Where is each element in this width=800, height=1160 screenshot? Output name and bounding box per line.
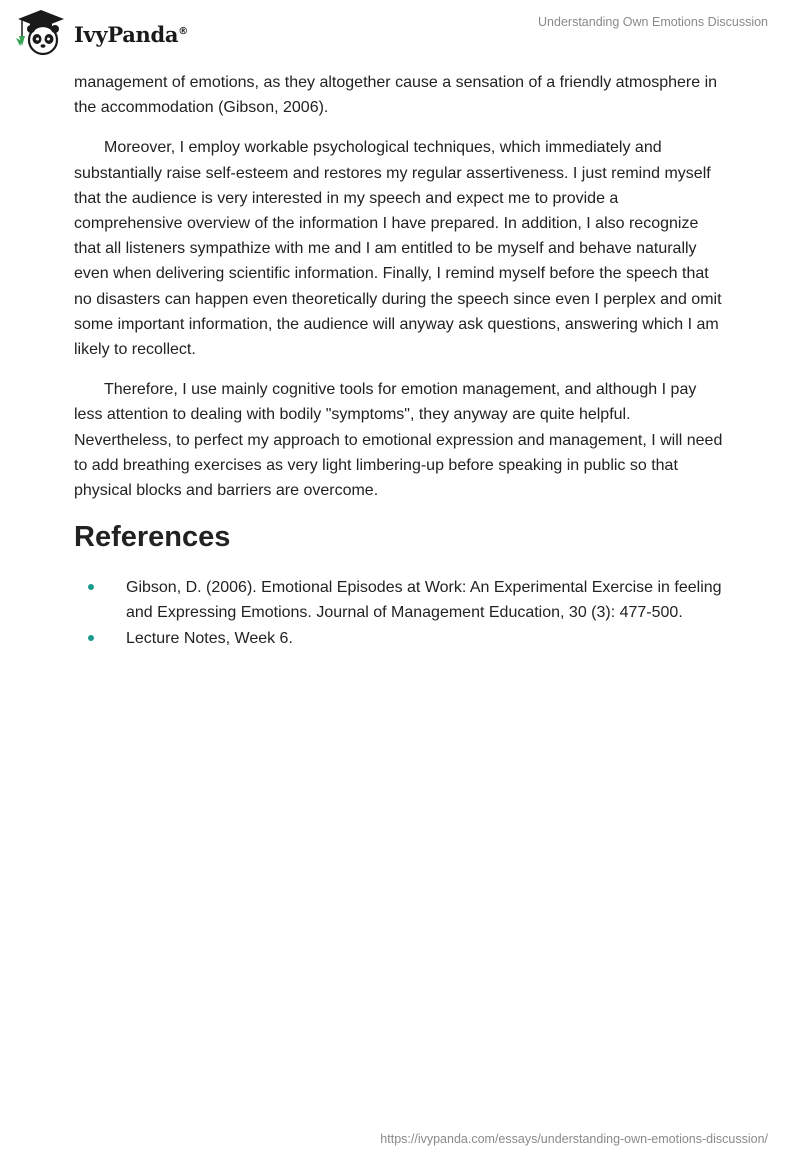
reference-text: Lecture Notes, Week 6.	[126, 629, 293, 647]
reference-item	[74, 626, 726, 651]
page-header	[0, 0, 800, 64]
references-list	[74, 575, 726, 651]
references-heading: References	[74, 521, 231, 554]
paragraph: Moreover, I employ workable psychological techniques, which immediately and substantially raise self-esteem and restores my regular assertiveness. I just remind myself that the audience is very interested in my speech and expect me to provide a comprehensive overview of the information I have prepared. In addition, I also recognize that all listeners sympathize with me and I am entitled to be myself and behave naturally even when delivering scientific information. Finally, I remind myself before the speech that no disasters can happen even theoretically during the speech since even I perplex and omit some important information, the audience will anyway ask questions, answering which I am likely to recollect.	[74, 139, 722, 359]
reference-item	[74, 575, 726, 625]
paragraph-continued: management of emotions, as they altogether cause a sensation of a friendly atmosphere in the accommodation (Gibson, 2006).	[74, 74, 718, 117]
ivypanda-logo[interactable]	[14, 8, 188, 56]
bullet-icon	[88, 635, 94, 641]
bullet-icon	[88, 584, 94, 590]
reference-text: Gibson, D. (2006). Emotional Episodes at Work: An Experimental Exercise in feeling and Expressing Emotions. Journal of Management Education, 30 (3): 477-500.	[126, 579, 722, 622]
footer-url-link[interactable]: https://ivypanda.com/essays/understanding-own-emotions-discussion/	[380, 1132, 768, 1146]
paragraph: Therefore, I use mainly cognitive tools for emotion management, and although I pay less attention to dealing with bodily "symptoms", they anyway are quite helpful. Nevertheless, to perfect my approach to emotional expression and management, I will need to add breathing exercises as very light limbering-up before speaking in public so that physical blocks and barriers are overcome.	[74, 381, 723, 500]
registered-mark: ®	[178, 25, 188, 37]
panda-graduate-icon	[14, 8, 68, 56]
document-title: Understanding Own Emotions Discussion	[538, 15, 768, 29]
brand-name: IvyPanda®	[74, 21, 188, 47]
essay-content	[74, 70, 726, 651]
